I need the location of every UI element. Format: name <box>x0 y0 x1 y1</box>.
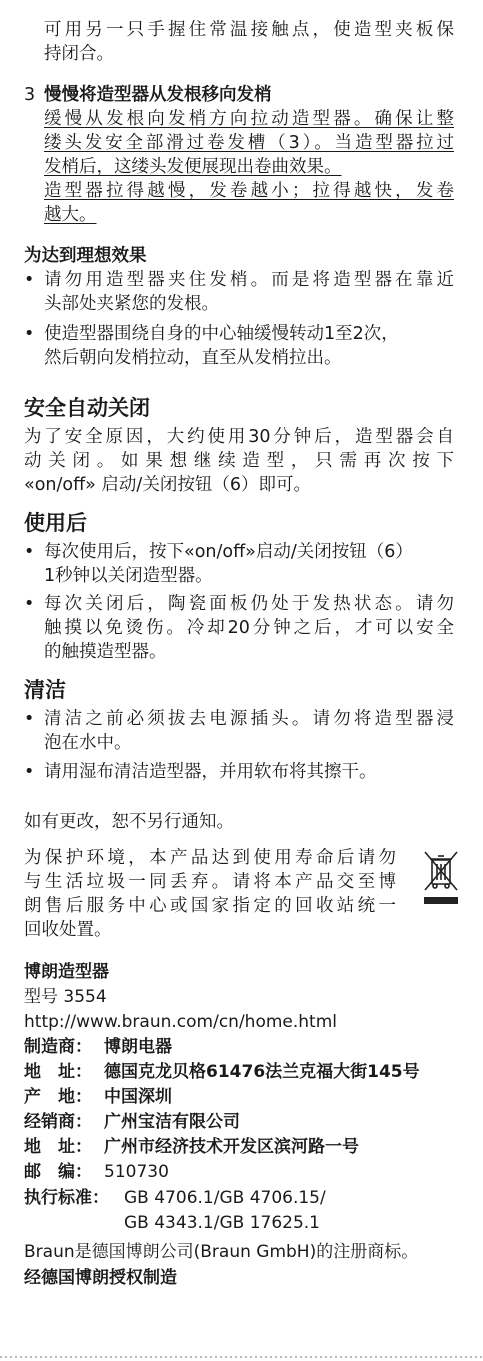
info-row-key: 制造商： <box>24 1037 92 1057</box>
step-line-3: 发梢后，这缕头发便展现出卷曲效果。 <box>44 157 342 177</box>
ideal-bullet-2-line-1: 使造型器围绕自身的中心轴缓慢转动1至2次， <box>44 324 399 344</box>
safety-title: 安全自动关闭 <box>24 396 150 420</box>
env-paragraph <box>24 846 396 942</box>
info-row-key: 经销商： <box>24 1112 92 1132</box>
after-bullet-2-line-1: 每次关闭后，陶瓷面板仍处于发热状态。请勿 <box>44 594 454 614</box>
page-edge-divider <box>0 1356 483 1358</box>
ideal-bullet-2 <box>44 322 454 370</box>
bullet-dot: • <box>24 542 35 562</box>
step-body <box>44 107 454 227</box>
env-line-2: 与生活垃圾一同丢弃。请将本产品交至博 <box>24 872 396 892</box>
intro-paragraph-end <box>44 42 454 66</box>
bullet-dot: • <box>24 762 35 782</box>
info-row-postcode <box>24 1160 169 1185</box>
trademark-note: Braun是德国博朗公司(Braun GmbH)的注册商标。 <box>24 1242 419 1262</box>
after-bullet-1-line-1: 每次使用后，按下«on/off»启动/关闭按钮（6） <box>44 542 413 562</box>
step-number: 3 <box>24 85 36 105</box>
ideal-bullet-2-line-2: 然后朝向发梢拉动，直至从发梢拉出。 <box>44 348 342 368</box>
ideal-bullet-1-line-1: 请勿用造型器夹住发梢。而是将造型器在靠近 <box>44 270 454 290</box>
safety-line-2: 动关闭。如果想继续造型，只需再次按下 <box>24 451 454 471</box>
website-link[interactable]: http://www.braun.com/cn/home.html <box>24 1012 337 1032</box>
safety-line-1: 为了安全原因，大约使用30分钟后，造型器会自 <box>24 427 454 447</box>
authorization-note: 经德国博朗授权制造 <box>24 1268 177 1288</box>
after-bullet-2-line-2: 触摸以免烫伤。冷却20分钟之后，才可以安全 <box>44 618 454 638</box>
after-bullet-1 <box>44 540 454 588</box>
intro-line-1: 可用另一只手握住常温接触点，使造型夹板保 <box>44 20 454 40</box>
crossed-bin-icon <box>421 848 461 908</box>
step-line-5: 越大。 <box>44 205 97 225</box>
env-line-1: 为保护环境，本产品达到使用寿命后请勿 <box>24 848 396 868</box>
info-row-standard <box>24 1186 326 1211</box>
clean-bullet-1 <box>44 707 454 755</box>
ideal-bullet-1 <box>44 268 454 316</box>
info-row-value: 德国克龙贝格61476法兰克福大街145号 <box>104 1062 420 1082</box>
after-bullet-2 <box>44 592 454 664</box>
info-row-distributor <box>24 1110 240 1135</box>
standard-line-1: GB 4706.1/GB 4706.15/ <box>124 1188 326 1208</box>
info-row-key: 邮 编： <box>24 1162 92 1182</box>
safety-line-3: «on/off» 启动/关闭按钮（6）即可。 <box>24 475 311 495</box>
after-bullet-2-line-3: 的触摸造型器。 <box>44 642 167 662</box>
bullet-dot: • <box>24 709 35 729</box>
info-row-manufacturer <box>24 1035 172 1060</box>
info-row-value: 中国深圳 <box>104 1087 172 1107</box>
info-row-key: 执行标准： <box>24 1188 109 1208</box>
safety-paragraph <box>24 425 454 497</box>
step-line-2: 缕头发安全部滑过卷发槽（3）。当造型器拉过 <box>44 133 454 153</box>
ideal-bullet-1-line-2: 头部处夹紧您的发根。 <box>44 294 219 314</box>
bullet-dot: • <box>24 324 35 344</box>
info-row-address <box>24 1060 420 1085</box>
model-number: 型号 3554 <box>24 987 107 1007</box>
standard-line-2: GB 4343.1/GB 17625.1 <box>124 1213 320 1233</box>
info-row-value: 广州市经济技术开发区滨河路一号 <box>104 1137 359 1157</box>
info-row-key: 产 地： <box>24 1087 92 1107</box>
step-title: 慢慢将造型器从发根移向发梢 <box>44 85 272 105</box>
intro-paragraph <box>44 18 454 42</box>
bullet-dot: • <box>24 594 35 614</box>
bullet-dot: • <box>24 270 35 290</box>
info-row-value: 510730 <box>104 1162 169 1182</box>
clean-bullet-2 <box>44 760 454 784</box>
info-row-origin <box>24 1085 172 1110</box>
info-row-value: 广州宝洁有限公司 <box>104 1112 240 1132</box>
after-title: 使用后 <box>24 511 87 535</box>
clean-bullet-1-line-2: 泡在水中。 <box>44 733 132 753</box>
clean-bullet-1-line-1: 清洁之前必须拔去电源插头。请勿将造型器浸 <box>44 709 454 729</box>
step-line-1: 缓慢从发根向发梢方向拉动造型器。确保让整 <box>44 109 454 129</box>
ideal-title: 为达到理想效果 <box>24 246 147 266</box>
info-row-key: 地 址： <box>24 1137 92 1157</box>
intro-line-2: 持闭合。 <box>44 44 114 64</box>
env-line-4: 回收处置。 <box>24 920 112 940</box>
clean-title: 清洁 <box>24 678 66 702</box>
info-row-value: 博朗电器 <box>104 1037 172 1057</box>
after-bullet-1-line-2: 1秒钟以关闭造型器。 <box>44 566 213 586</box>
env-line-3: 朗售后服务中心或国家指定的回收站统一 <box>24 896 396 916</box>
change-notice: 如有更改，恕不另行通知。 <box>24 812 234 832</box>
clean-bullet-2-line-1: 请用湿布清洁造型器，并用软布将其擦干。 <box>44 762 377 782</box>
product-name: 博朗造型器 <box>24 962 109 982</box>
info-row-key: 地 址： <box>24 1062 92 1082</box>
info-row-distributor-address <box>24 1135 359 1160</box>
step-line-4: 造型器拉得越慢，发卷越小；拉得越快，发卷 <box>44 181 454 201</box>
